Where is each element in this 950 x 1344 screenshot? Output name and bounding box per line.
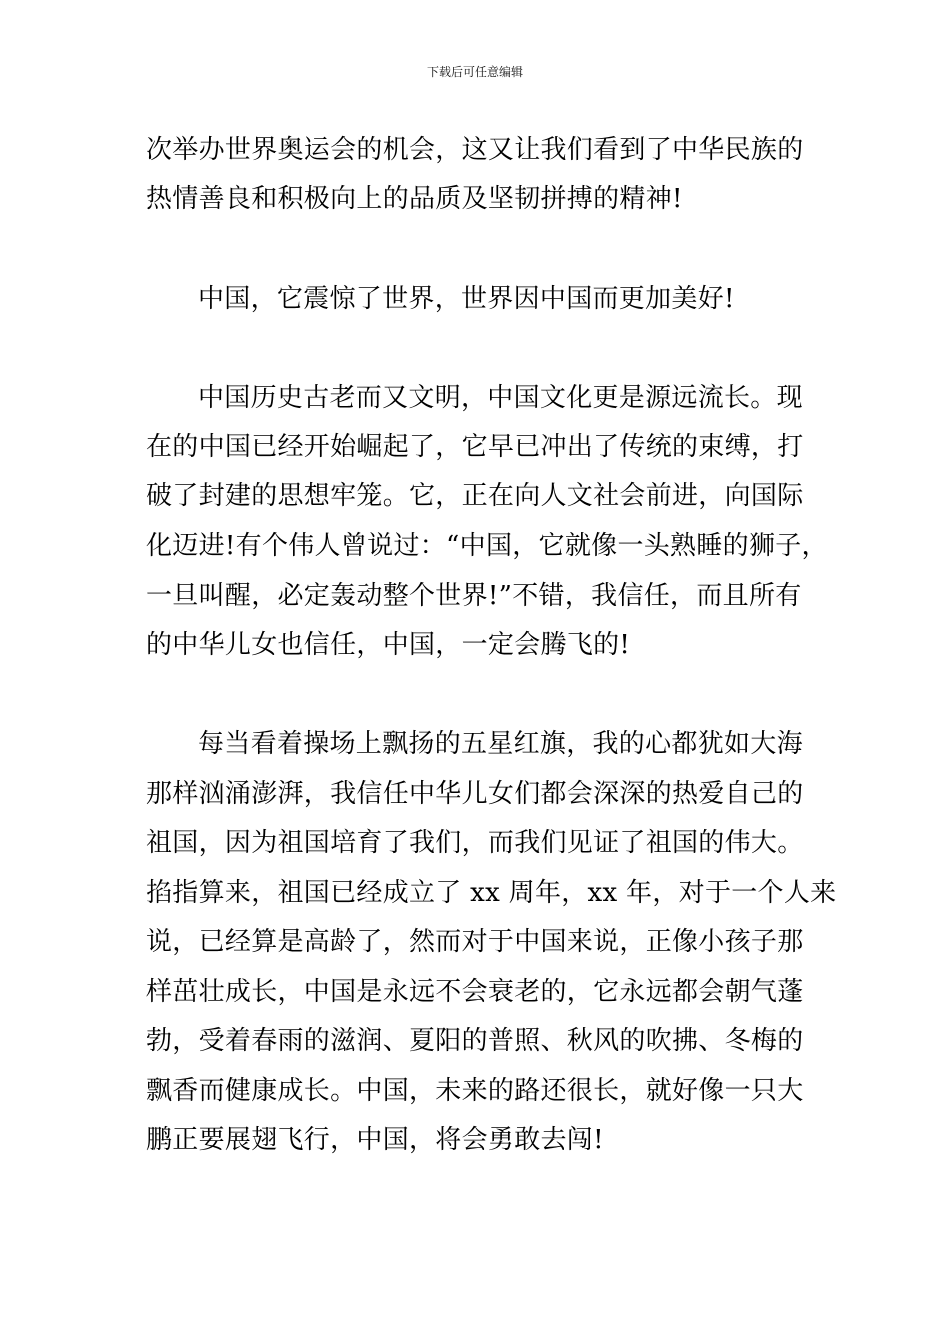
text-line: 样茁壮成长，中国是永远不会衰老的，它永远都会朝气蓬 bbox=[146, 977, 804, 1007]
text-line: 中国历史古老而又文明，中国文化更是源远流长。现 bbox=[198, 383, 803, 413]
text-line: 在的中国已经开始崛起了，它早已冲出了传统的束缚，打 bbox=[146, 432, 804, 462]
text-line: 破了封建的思想牢笼。它，正在向人文社会前进，向国际 bbox=[146, 481, 804, 511]
text-line: 热情善良和积极向上的品质及坚韧拼搏的精神! bbox=[146, 184, 683, 214]
text-line: 那样汹涌澎湃，我信任中华儿女们都会深深的热爱自己的 bbox=[146, 779, 804, 809]
page-header: 下载后可任意编辑 bbox=[426, 65, 523, 79]
text-line: 祖国，因为祖国培育了我们，而我们见证了祖国的伟大。 bbox=[146, 828, 804, 858]
text-line: 说，已经算是高龄了，然而对于中国来说，正像小孩子那 bbox=[146, 927, 804, 957]
text-line: 的中华儿女也信任，中国，一定会腾飞的! bbox=[146, 630, 631, 660]
text-line: 一旦叫醒，必定轰动整个世界!”不错，我信任，而且所有 bbox=[146, 581, 802, 611]
text-line: 飘香而健康成长。中国，未来的路还很长，就好像一只大 bbox=[146, 1076, 804, 1106]
text-line: 中国，它震惊了世界，世界因中国而更加美好! bbox=[198, 284, 735, 314]
text-line: 掐指算来，祖国已经成立了 xx 周年，xx 年，对于一个人来 bbox=[146, 878, 837, 908]
text-line: 鹏正要展翅飞行，中国，将会勇敢去闯! bbox=[146, 1125, 604, 1155]
text-line: 勃，受着春雨的滋润、夏阳的普照、秋风的吹拂、冬梅的 bbox=[146, 1026, 804, 1056]
text-line: 化迈进!有个伟人曾说过：“中国，它就像一头熟睡的狮子， bbox=[146, 531, 828, 561]
text-line: 次举办世界奥运会的机会，这又让我们看到了中华民族的 bbox=[146, 135, 804, 165]
text-line: 每当看着操场上飘扬的五星红旗，我的心都犹如大海 bbox=[198, 729, 803, 759]
